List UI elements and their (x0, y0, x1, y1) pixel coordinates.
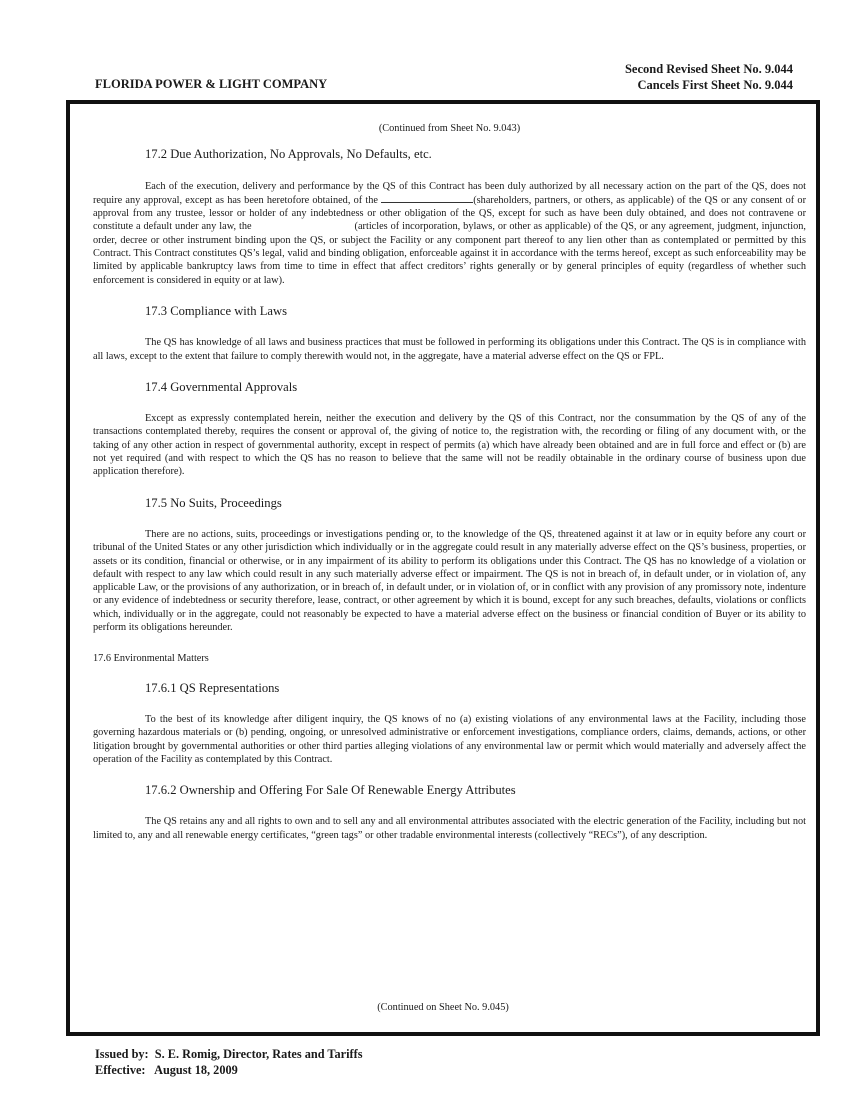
section-17-2-text-c: (articles of incorporation, bylaws, or other as applicable) of the QS, or any agreement, judgment, injunction, order, decree or other instrument binding upon the QS, or subject the Facility or any component part thereof to any lien other than as contemplated or permitted by this Contract. This Contract constitutes QS’s legal, valid and binding obligation, enforceable against it in accordance with the terms hereof, except as such enforceability may be limited by applicable bankruptcy laws from time to time in effect that affect creditors’ rights generally or by general principles of equity (regardless of whether such enforcement is considered in equity or at law). (93, 221, 806, 286)
blank-line (381, 193, 473, 203)
section-17-6-heading: 17.6 Environmental Matters (93, 653, 209, 665)
effective-date: Effective: August 18, 2009 (95, 1063, 238, 1077)
section-17-6-1-heading: 17.6.1 QS Representations (145, 680, 280, 695)
section-17-2-text (93, 180, 806, 287)
section-17-2-text-b: (shareholders, partners, or others, as applicable) of the QS or any consent of or approval from any trustee, lessor or holder of any indebtedness or other obligation of the QS, except for such as have been duly obtained, and does not contravene or constitute a default under any law, the (93, 194, 807, 233)
section-17-6-2-text: The QS retains any and all rights to own and to sell any and all environmental attributes associated with the electric generation of the Facility, including but not limited to, any and all renewable energy certificates, “green tags” or other tradable environmental interests (collectively “RECs”), of any description. (93, 816, 806, 841)
continued-on: (Continued on Sheet No. 9.045) (377, 1002, 509, 1013)
company-name: FLORIDA POWER & LIGHT COMPANY (95, 77, 328, 91)
document-body (93, 122, 806, 860)
section-17-5-text: There are no actions, suits, proceedings or investigations pending or, to the knowledge of the QS, threatened against it at law or in equity before any court or tribunal of the United States or any other jurisdiction which individually or in the aggregate could result in any materially adverse effect on the QS’s business, properties, or assets or its condition, financial or otherwise, or in any impairment of its ability to perform its obligations under this Contract. The QS has no knowledge of a violation or default with respect to any law which could result in any such materially adverse effect or impairment. The QS is not in breach of, in default under, or in violation of, any applicable Law, or the provisions of any authorization, or in breach of, in default under, or in violation of, or in conflict with any provision of any promissory note, indenture or any evidence of indebtedness or security therefore, lease, contract, or other agreement by which it is bound, except for any such breaches, defaults, violations or conflicts which, individually or in the aggregate, could not reasonably be expected to have a material adverse effect on the business or financial condition of Buyer or its ability to perform its obligations hereunder. (93, 528, 806, 634)
sheet-number: Second Revised Sheet No. 9.044 (624, 62, 793, 76)
sheet-header (625, 62, 793, 93)
section-17-4-heading: 17.4 Governmental Approvals (145, 379, 298, 394)
continued-from: (Continued from Sheet No. 9.043) (378, 123, 521, 134)
cancels-sheet: Cancels First Sheet No. 9.044 (637, 77, 793, 92)
section-17-2-text-a: Each of the execution, delivery and performance by the QS of this Contract has been duly authorized by all necessary action on the part of the QS, does not require any approval, except as has been heretofore obtained, of the (93, 180, 806, 206)
issued-by: Issued by: S. E. Romig, Director, Rates and Tariffs (95, 1047, 363, 1061)
section-17-2-heading: 17.2 Due Authorization, No Approvals, No Defaults, etc. (145, 147, 432, 162)
blank-space (255, 220, 355, 229)
section-17-6-2-heading: 17.6.2 Ownership and Offering For Sale Of Renewable Energy Attributes (145, 783, 516, 798)
section-17-6-1-text: To the best of its knowledge after diligent inquiry, the QS knows of no (a) existing violations of any environmental laws at the Facility, including those governing hazardous materials or (b) pending, ongoing, or unresolved administrative or enforcement investigations, compliance orders, claims, demands, actions, or other litigation brought by governmental authorities or other third parties alleging violations of any environmental law or permit which would materially and adversely affect the operation of the Facility as contemplated by this Contract. (93, 713, 806, 765)
section-17-3-text: The QS has knowledge of all laws and business practices that must be followed in performing its obligations under this Contract. The QS is in compliance with all laws, except to the extent that failure to comply therewith would not, in the aggregate, have a material adverse effect on the QS or FPL. (93, 337, 806, 362)
footer (95, 1046, 362, 1078)
section-17-3-heading: 17.3 Compliance with Laws (145, 303, 288, 318)
section-17-4-text: Except as expressly contemplated herein, neither the execution and delivery by the QS of this Contract, nor the consummation by the QS of any of the transactions contemplated thereby, requires the consent or approval of, the giving of notice to, the registration with, the recording or filing of any document with, or the taking of any other action in respect of governmental authority, except in respect of permits (a) which have already been obtained and are in full force and effect or (b) are not yet required (and with respect to which the QS has no reason to believe that the same will not be readily obtainable in the ordinary course of business upon due application therefore). (93, 413, 806, 478)
section-17-5-heading: 17.5 No Suits, Proceedings (145, 495, 282, 510)
